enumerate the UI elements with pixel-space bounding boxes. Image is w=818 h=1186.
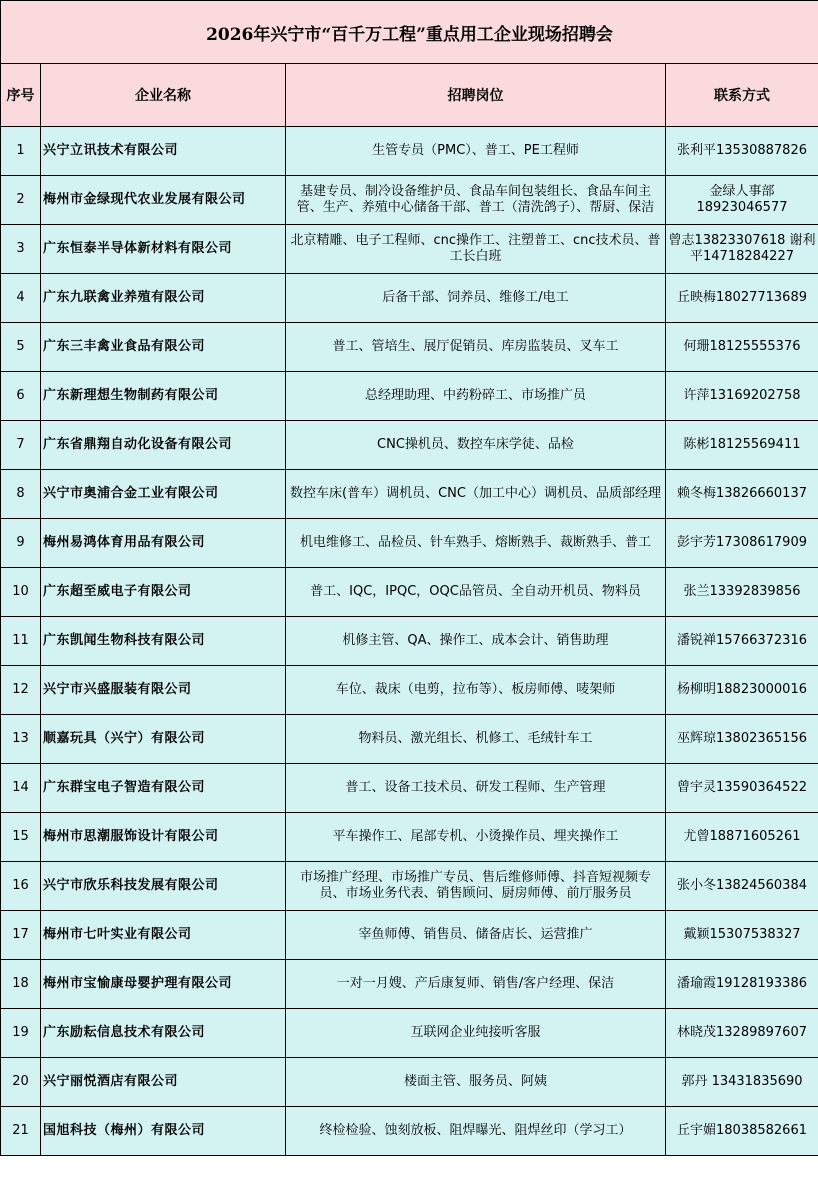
table-row: [1, 960, 818, 1009]
header-row: [1, 64, 818, 127]
contact-info: 林晓茂13289897607: [666, 1009, 818, 1058]
row-index: 10: [1, 568, 41, 617]
row-index: 13: [1, 715, 41, 764]
company-name: 梅州市宝愉康母婴护理有限公司: [41, 960, 286, 1009]
job-positions: 机电维修工、品检员、针车熟手、熔断熟手、裁断熟手、普工: [286, 519, 666, 568]
row-index: 4: [1, 274, 41, 323]
row-index: 6: [1, 372, 41, 421]
job-positions: 市场推广经理、市场推广专员、售后维修师傅、抖音短视频专员、市场业务代表、销售顾问、厨房师傅、前厅服务员: [286, 862, 666, 911]
company-name: 广东恒泰半导体新材料有限公司: [41, 225, 286, 274]
table-row: [1, 470, 818, 519]
row-index: 1: [1, 127, 41, 176]
table-row: [1, 862, 818, 911]
job-positions: 一对一月嫂、产后康复师、销售/客户经理、保洁: [286, 960, 666, 1009]
table-row: [1, 323, 818, 372]
contact-info: 许萍13169202758: [666, 372, 818, 421]
table-row: [1, 617, 818, 666]
row-index: 12: [1, 666, 41, 715]
table-row: [1, 421, 818, 470]
job-positions: 终检检验、蚀刻放板、阻焊曝光、阻焊丝印（学习工）: [286, 1107, 666, 1156]
row-index: 3: [1, 225, 41, 274]
table-row: [1, 225, 818, 274]
company-name: 梅州市思潮服饰设计有限公司: [41, 813, 286, 862]
contact-info: 张利平13530887826: [666, 127, 818, 176]
company-name: 梅州易鸿体育用品有限公司: [41, 519, 286, 568]
table-row: [1, 1058, 818, 1107]
table-row: [1, 911, 818, 960]
contact-info: 杨柳明18823000016: [666, 666, 818, 715]
title-row: [1, 1, 818, 64]
contact-info: 赖冬梅13826660137: [666, 470, 818, 519]
row-index: 17: [1, 911, 41, 960]
job-positions: 楼面主管、服务员、阿姨: [286, 1058, 666, 1107]
job-positions: 基建专员、制冷设备维护员、食品车间包装组长、食品车间主管、生产、养殖中心储备干部、普工（清洗鸽子）、帮厨、保洁: [286, 176, 666, 225]
table-row: [1, 813, 818, 862]
row-index: 2: [1, 176, 41, 225]
company-name: 广东励耘信息技术有限公司: [41, 1009, 286, 1058]
row-index: 8: [1, 470, 41, 519]
job-positions: 总经理助理、中药粉碎工、市场推广员: [286, 372, 666, 421]
company-name: 兴宁市奥浦合金工业有限公司: [41, 470, 286, 519]
contact-info: 巫辉琼13802365156: [666, 715, 818, 764]
header-company: 企业名称: [41, 64, 286, 127]
row-index: 16: [1, 862, 41, 911]
contact-info: 丘映梅18027713689: [666, 274, 818, 323]
table-row: [1, 715, 818, 764]
row-index: 7: [1, 421, 41, 470]
row-index: 19: [1, 1009, 41, 1058]
company-name: 梅州市金绿现代农业发展有限公司: [41, 176, 286, 225]
company-name: 兴宁丽悦酒店有限公司: [41, 1058, 286, 1107]
contact-info: 陈彬18125569411: [666, 421, 818, 470]
contact-info: 潘瑜霞19128193386: [666, 960, 818, 1009]
company-name: 顺嘉玩具（兴宁）有限公司: [41, 715, 286, 764]
contact-info: 曾宇灵13590364522: [666, 764, 818, 813]
job-positions: 物料员、激光组长、机修工、毛绒针车工: [286, 715, 666, 764]
contact-info: 金绿人事部 18923046577: [666, 176, 818, 225]
table-row: [1, 568, 818, 617]
company-name: 广东九联禽业养殖有限公司: [41, 274, 286, 323]
contact-info: 曾志13823307618 谢利平14718284227: [666, 225, 818, 274]
row-index: 11: [1, 617, 41, 666]
job-positions: 平车操作工、尾部专机、小烫操作员、埋夹操作工: [286, 813, 666, 862]
table-row: [1, 519, 818, 568]
company-name: 兴宁立讯技术有限公司: [41, 127, 286, 176]
job-positions: 北京精雕、电子工程师、cnc操作工、注塑普工、cnc技术员、普工长白班: [286, 225, 666, 274]
contact-info: 尤曾18871605261: [666, 813, 818, 862]
contact-info: 郭丹 13431835690: [666, 1058, 818, 1107]
company-name: 广东新理想生物制药有限公司: [41, 372, 286, 421]
row-index: 5: [1, 323, 41, 372]
table-row: [1, 1107, 818, 1156]
row-index: 14: [1, 764, 41, 813]
row-index: 18: [1, 960, 41, 1009]
job-positions: 车位、裁床（电剪，拉布等）、板房师傅、唛架师: [286, 666, 666, 715]
job-positions: 普工、设备工技术员、研发工程师、生产管理: [286, 764, 666, 813]
job-positions: 普工、管培生、展厅促销员、库房监装员、叉车工: [286, 323, 666, 372]
header-positions: 招聘岗位: [286, 64, 666, 127]
row-index: 20: [1, 1058, 41, 1107]
job-positions: 后备干部、饲养员、维修工/电工: [286, 274, 666, 323]
contact-info: 丘宇媚18038582661: [666, 1107, 818, 1156]
job-positions: 数控车床(普车）调机员、CNC（加工中心）调机员、品质部经理: [286, 470, 666, 519]
row-index: 9: [1, 519, 41, 568]
company-name: 广东省鼎翔自动化设备有限公司: [41, 421, 286, 470]
table-row: [1, 372, 818, 421]
contact-info: 何珊18125555376: [666, 323, 818, 372]
company-name: 兴宁市兴盛服装有限公司: [41, 666, 286, 715]
contact-info: 张兰13392839856: [666, 568, 818, 617]
job-positions: 机修主管、QA、操作工、成本会计、销售助理: [286, 617, 666, 666]
contact-info: 潘锐禅15766372316: [666, 617, 818, 666]
table-title: 2026年兴宁市“百千万工程”重点用工企业现场招聘会: [1, 1, 818, 64]
company-name: 国旭科技（梅州）有限公司: [41, 1107, 286, 1156]
contact-info: 戴颖15307538327: [666, 911, 818, 960]
contact-info: 彭宇芳17308617909: [666, 519, 818, 568]
job-positions: 宰鱼师傅、销售员、储备店长、运营推广: [286, 911, 666, 960]
company-name: 广东凯闻生物科技有限公司: [41, 617, 286, 666]
company-name: 广东三丰禽业食品有限公司: [41, 323, 286, 372]
company-name: 梅州市七叶实业有限公司: [41, 911, 286, 960]
table-row: [1, 274, 818, 323]
company-name: 广东超至威电子有限公司: [41, 568, 286, 617]
table-row: [1, 764, 818, 813]
row-index: 15: [1, 813, 41, 862]
table-row: [1, 1009, 818, 1058]
row-index: 21: [1, 1107, 41, 1156]
table-row: [1, 127, 818, 176]
job-positions: 生管专员（PMC）、普工、PE工程师: [286, 127, 666, 176]
table-row: [1, 176, 818, 225]
table-row: [1, 666, 818, 715]
company-name: 广东群宝电子智造有限公司: [41, 764, 286, 813]
job-positions: CNC操机员、数控车床学徒、品检: [286, 421, 666, 470]
company-name: 兴宁市欣乐科技发展有限公司: [41, 862, 286, 911]
header-contact: 联系方式: [666, 64, 818, 127]
contact-info: 张小冬13824560384: [666, 862, 818, 911]
job-positions: 普工、IQC，IPQC，OQC品管员、全自动开机员、物料员: [286, 568, 666, 617]
job-positions: 互联网企业纯接听客服: [286, 1009, 666, 1058]
header-index: 序号: [1, 64, 41, 127]
